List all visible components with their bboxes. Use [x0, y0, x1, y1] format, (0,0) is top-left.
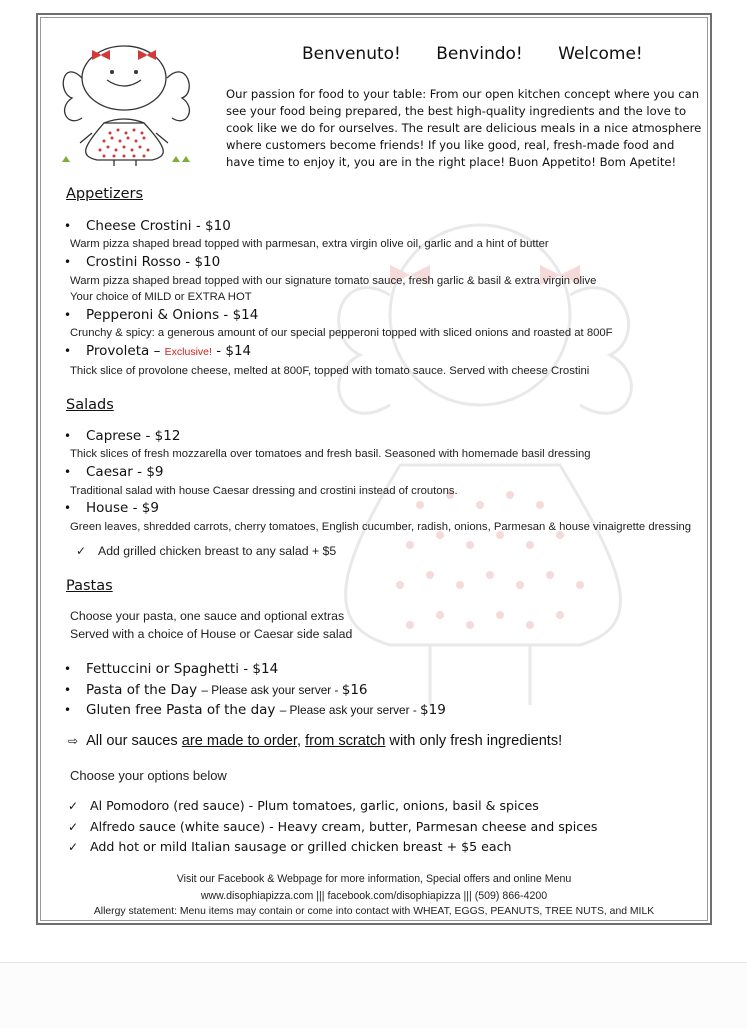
- welcome-italian: Benvenuto!: [302, 44, 401, 64]
- girl-mascot-logo: [52, 38, 202, 168]
- check-icon: ✓: [68, 840, 79, 854]
- item-note: Please ask your server: [289, 703, 410, 717]
- item-description: Warm pizza shaped bread topped with our signature tomato sauce, fresh garlic & basil & extra virgin olive: [70, 275, 597, 287]
- item-name: House: [86, 500, 129, 516]
- scan-edge: [0, 962, 747, 1028]
- menu-item: • Crostini Rosso - $10: [64, 254, 221, 270]
- sauces-text-a: All our sauces: [86, 733, 182, 749]
- sauces-text-c: with only fresh ingredients!: [385, 733, 563, 749]
- pasta-intro-salad: Served with a choice of House or Caesar side salad: [70, 627, 353, 641]
- bullet-icon: •: [64, 308, 72, 322]
- item-name: Caesar: [86, 464, 133, 480]
- check-icon: ✓: [76, 544, 87, 558]
- sauces-text-b: ,: [296, 733, 306, 749]
- sauces-underline-a: are made to order: [181, 733, 297, 749]
- item-price: $14: [232, 307, 259, 323]
- exclusive-badge: Exclusive!: [164, 346, 212, 358]
- item-price: $16: [341, 682, 368, 698]
- options-label: Choose your options below: [70, 768, 227, 783]
- check-icon: ✓: [68, 799, 79, 813]
- menu-item: • Caprese - $12: [64, 428, 181, 444]
- item-description: Green leaves, shredded carrots, cherry tomatoes, English cucumber, radish, onions, Parmesan & house vinaigrette dressing: [70, 521, 692, 533]
- pasta-intro: Choose your pasta, one sauce and optional extras: [70, 609, 345, 623]
- menu-item: • Cheese Crostini - $10: [64, 218, 231, 234]
- item-name: Caprese: [86, 428, 142, 444]
- bullet-icon: •: [64, 255, 72, 269]
- option-text: Alfredo sauce (white sauce) - Heavy cream, butter, Parmesan cheese and spices: [90, 819, 598, 834]
- allergy-statement: Allergy statement: Menu items may contain or come into contact with WHEAT, EGGS, PEANUTS, TREE NUTS, and MILK: [93, 906, 655, 917]
- option-item: [68, 839, 512, 854]
- menu-item: • Pasta of the Day – Please ask your server - $16: [64, 682, 368, 698]
- appetizers-heading: Appetizers: [66, 186, 144, 202]
- item-price: $10: [205, 218, 231, 234]
- item-name: Provoleta: [86, 343, 150, 359]
- item-name: Crostini Rosso: [86, 254, 181, 270]
- bullet-icon: •: [64, 219, 72, 233]
- intro-paragraph: Our passion for food to your table: From our open kitchen concept where you can see your food being prepared, the best high-quality ingredients and the love to cook like we do for ourselves. The result are delicious meals in a nice atmosphere where customers become friends! If you like good, real, fresh-made food and have time to enjoy it, you are in the right place! Buon Appetito! Bom Apetite!: [226, 87, 702, 169]
- welcome-english: Welcome!: [558, 44, 643, 64]
- option-item: [68, 819, 598, 834]
- menu-item: • Gluten free Pasta of the day – Please ask your server - $19: [64, 702, 446, 718]
- option-text: Al Pomodoro (red sauce) - Plum tomatoes, garlic, onions, basil & spices: [90, 798, 539, 813]
- item-note: Please ask your server: [211, 683, 332, 697]
- scan-margin: [0, 932, 747, 962]
- item-description: Traditional salad with house Caesar dressing and crostini instead of croutons.: [70, 485, 458, 497]
- item-name: Pepperoni & Onions: [86, 307, 220, 323]
- footer-contact: www.disophiapizza.com ||| facebook.com/disophiapizza ||| (509) 866-4200: [200, 890, 548, 902]
- option-text: Add hot or mild Italian sausage or grilled chicken breast + $5 each: [90, 839, 512, 854]
- item-price: $10: [194, 254, 221, 270]
- sauces-statement: [68, 733, 562, 749]
- salads-heading: Salads: [66, 397, 114, 413]
- option-item: [68, 798, 539, 813]
- bullet-icon: •: [64, 683, 72, 697]
- welcome-heading: [302, 44, 662, 64]
- item-name: Gluten free Pasta of the day: [86, 702, 276, 718]
- bullet-icon: •: [64, 344, 72, 358]
- bullet-icon: •: [64, 501, 72, 515]
- bullet-icon: •: [64, 662, 72, 676]
- welcome-portuguese: Benvindo!: [436, 44, 523, 64]
- item-description: Crunchy & spicy: a generous amount of our special pepperoni topped with sliced onions and roasted at 800F: [70, 327, 613, 339]
- item-price: $19: [420, 702, 446, 718]
- menu-item: • Provoleta – Exclusive! - $14: [64, 343, 252, 359]
- salad-addon: [76, 544, 336, 558]
- item-price: $9: [141, 500, 159, 516]
- menu-item: • House - $9: [64, 500, 159, 516]
- menu-item: • Caesar - $9: [64, 464, 164, 480]
- menu-item: • Pepperoni & Onions - $14: [64, 307, 259, 323]
- footer-visit: Visit our Facebook & Webpage for more information, Special offers and online Menu: [176, 873, 572, 885]
- item-price: $9: [146, 464, 164, 480]
- bullet-icon: •: [64, 703, 72, 717]
- bullet-icon: •: [64, 429, 72, 443]
- item-description: Thick slices of fresh mozzarella over tomatoes and fresh basil. Seasoned with homemade basil dressing: [70, 448, 591, 460]
- item-price: $14: [225, 343, 252, 359]
- bullet-icon: •: [64, 465, 72, 479]
- item-description: Warm pizza shaped bread topped with parmesan, extra virgin olive oil, garlic and a hint of butter: [70, 238, 549, 250]
- item-price: $14: [252, 661, 279, 677]
- item-description-extra: Your choice of MILD or EXTRA HOT: [70, 291, 252, 303]
- item-description: Thick slice of provolone cheese, melted at 800F, topped with tomato sauce. Served with cheese Crostini: [70, 365, 590, 377]
- item-price: $12: [154, 428, 181, 444]
- addon-text: Add grilled chicken breast to any salad + $5: [98, 544, 337, 558]
- menu-item: • Fettuccini or Spaghetti - $14: [64, 661, 279, 677]
- arrow-icon: ⇨: [68, 734, 79, 748]
- item-name: Pasta of the Day: [86, 682, 198, 698]
- item-name: Fettuccini or Spaghetti: [86, 661, 239, 677]
- check-icon: ✓: [68, 820, 79, 834]
- item-name: Cheese Crostini: [86, 218, 192, 234]
- pastas-heading: Pastas: [66, 578, 113, 594]
- sauces-underline-b: from scratch: [305, 733, 386, 749]
